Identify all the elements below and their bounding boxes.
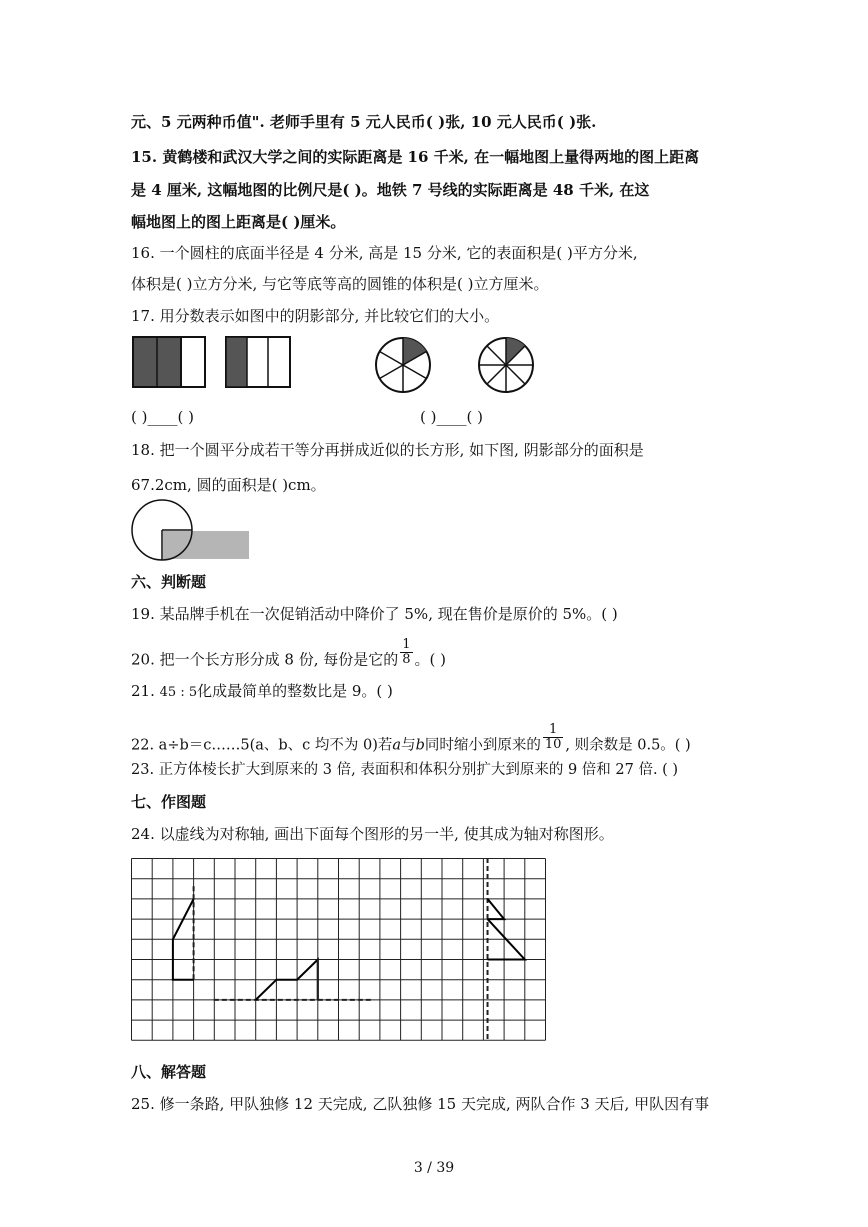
q17-figure-circle1: [373, 335, 433, 395]
q20: [131, 637, 447, 675]
q18-end: 。: [310, 476, 326, 494]
q22-frac-num: 1: [543, 723, 564, 738]
q15-line2: 是 4 厘米, 这幅地图的比例尺是( )。地铁 7 号线的实际距离是 48 千米, 在这: [131, 181, 650, 199]
q21: [131, 681, 393, 703]
page-number: 3 / 39: [413, 1160, 455, 1176]
q21-num: 21.: [131, 682, 155, 700]
figure-3-top: [488, 899, 505, 919]
q18-line1: 18. 把一个圆平分成若干等分再拼成近似的长方形, 如下图, 阴影部分的面积是: [131, 441, 644, 459]
q15-line1: 15. 黄鹤楼和武汉大学之间的实际距离是 16 千米, 在一幅地图上量得两地的图上距离: [131, 148, 700, 166]
q22-post: , 则余数是 0.5。( ): [565, 737, 691, 754]
q24: 24. 以虚线为对称轴, 画出下面每个图形的另一半, 使其成为轴对称图形。: [131, 825, 614, 843]
q20-pre: 20. 把一个长方形分成 8 份, 每份是它的: [131, 650, 399, 669]
section-8-title: 八、解答题: [131, 1063, 207, 1081]
q16-line2: 体积是( )立方分米, 与它等底等高的圆锥的体积是( )立方厘米。: [131, 275, 549, 293]
q19: 19. 某品牌手机在一次促销活动中降价了 5%, 现在售价是原价的 5%。( ): [131, 605, 618, 623]
section-7-title: 七、作图题: [131, 793, 207, 811]
q14-tail: 元、5 元两种币值". 老师手里有 5 元人民币( )张, 10 元人民币( )张.: [131, 113, 597, 131]
q25: 25. 修一条路, 甲队独修 12 天完成, 乙队独修 15 天完成, 两队合作 3 天后, 甲队因有事: [131, 1095, 710, 1113]
q17-figure-circle2: [476, 335, 536, 395]
section-6-title: 六、判断题: [131, 573, 207, 591]
q22-pre: 22. a÷b＝c……5(a、b、c 均不为 0)若: [131, 737, 393, 754]
q17-figure-rect1: [133, 337, 207, 389]
q24-grid-figure: [131, 858, 551, 1044]
q18-line2: [131, 472, 326, 495]
q16-line1: 16. 一个圆柱的底面半径是 4 分米, 高是 15 分米, 它的表面积是( )平方分米,: [131, 244, 638, 262]
q17-answer-right: ( )____( ): [420, 408, 483, 426]
q17-figure-rect2: [226, 337, 292, 389]
q18-value: 67.2cm: [131, 476, 188, 494]
q22-a: a: [392, 737, 402, 754]
q22-mid: 与: [401, 737, 416, 754]
q18-mid: , 圆的面积是( )cm: [187, 476, 311, 494]
q22: [131, 722, 691, 760]
q22-fraction: [543, 723, 564, 752]
q21-ratio: 45 : 5: [159, 685, 198, 700]
q15-line3: 幅地图上的图上距离是( )厘米。: [131, 213, 346, 231]
q17-title: 17. 用分数表示如图中的阴影部分, 并比较它们的大小。: [131, 307, 500, 325]
q20-fraction: [400, 638, 412, 667]
q22-mid2: 同时缩小到原来的: [424, 737, 541, 754]
q23: 23. 正方体棱长扩大到原来的 3 倍, 表面积和体积分别扩大到原来的 9 倍和 27 倍. ( ): [131, 762, 679, 778]
q22-frac-den: 10: [544, 737, 562, 752]
q18-figure: [131, 499, 253, 563]
q20-frac-num: 1: [402, 637, 411, 652]
q20-frac-den: 8: [402, 652, 411, 667]
q21-post: 化成最简单的整数比是 9。( ): [197, 682, 393, 700]
q22-b: b: [415, 737, 425, 754]
q20-post: 。( ): [414, 650, 447, 669]
q17-answer-left: ( )____( ): [131, 408, 194, 426]
